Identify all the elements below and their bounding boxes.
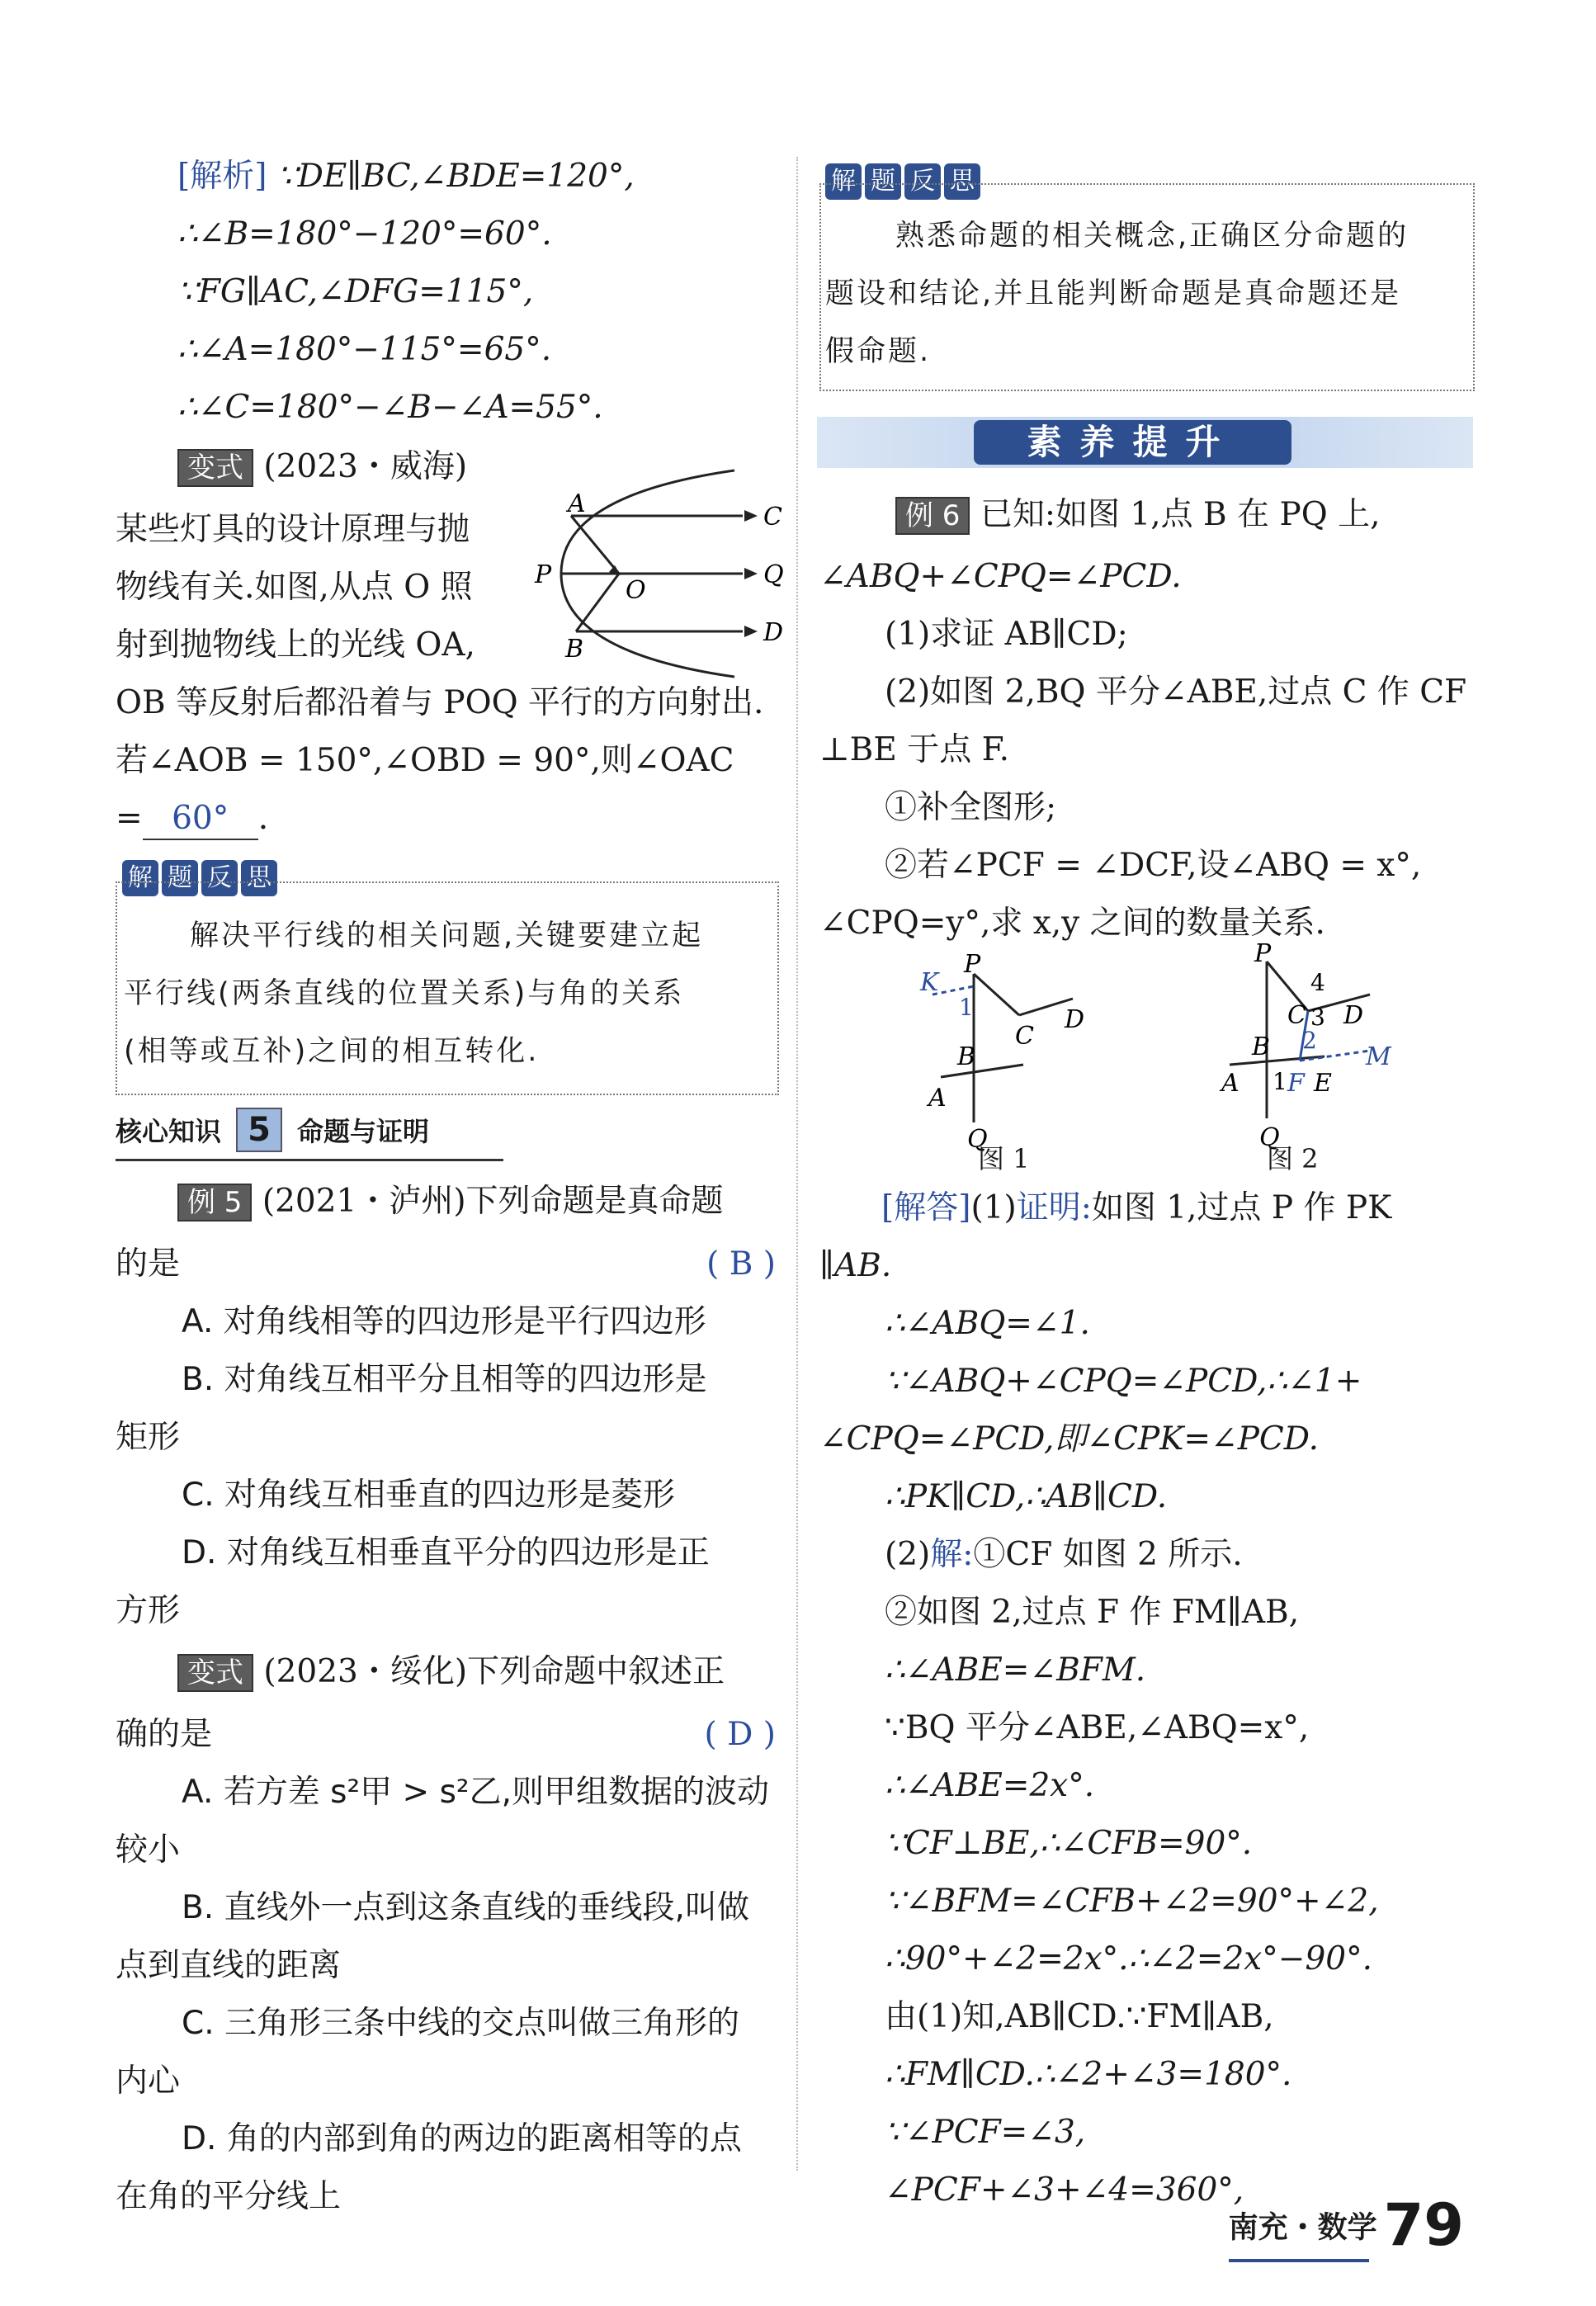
- fig2-label-B: B: [1252, 1033, 1271, 1061]
- proof-label: 证明:: [1016, 1189, 1092, 1226]
- example-6-line-1: [895, 495, 1380, 535]
- analysis-line-4: ∴∠A=180°−115°=65°.: [177, 331, 552, 368]
- analysis-label: [解析]: [177, 158, 267, 195]
- solution-line-8: ②如图 2,过点 F 作 FM∥AB,: [885, 1594, 1300, 1631]
- example-5-option-b: B. 对角线互相平分且相等的四边形是: [182, 1361, 707, 1398]
- solution-line-3: ∴∠ABQ=∠1.: [885, 1305, 1090, 1342]
- example-5-answer: ( B ): [706, 1245, 776, 1283]
- fig1-label-Q: Q: [967, 1125, 988, 1154]
- fig1-label-K: K: [920, 968, 939, 997]
- fig2-label-2: 2: [1302, 1027, 1317, 1054]
- solution-part-1: (1): [970, 1189, 1017, 1226]
- example-5-option-b-cont: 矩形: [116, 1419, 181, 1456]
- reflection-right-1: 熟悉命题的相关概念,正确区分命题的: [895, 220, 1409, 253]
- footer-text: 南充・数学: [1228, 2210, 1377, 2245]
- example-5-option-d: D. 对角线互相垂直平分的四边形是正: [182, 1534, 710, 1571]
- analysis-line-1: [177, 157, 635, 196]
- reflection-left-1: 解决平行线的相关问题,关键要建立起: [190, 919, 704, 952]
- period: .: [257, 800, 269, 837]
- variant-1-text-4: OB 等反射后都沿着与 POQ 平行的方向射出.: [116, 684, 764, 721]
- solution-text-1: 如图 1,过点 P 作 PK: [1091, 1189, 1392, 1226]
- variant-2-option-b-cont: 点到直线的距离: [116, 1947, 342, 1984]
- solution-line-18: ∠PCF+∠3+∠4=360°,: [885, 2171, 1244, 2209]
- example-5-text: 的是: [116, 1245, 181, 1283]
- reflection-char: 反: [201, 860, 238, 896]
- reflection-left-3: (相等或互补)之间的相互转化.: [124, 1035, 540, 1068]
- figure-2: [1205, 939, 1403, 1155]
- example-6-tag: 例 6: [895, 497, 970, 535]
- fig1-label-P: P: [964, 950, 981, 979]
- equals-sign: =: [116, 800, 143, 837]
- variant-2-option-d: D. 角的内部到角的两边的距离相等的点: [182, 2120, 742, 2157]
- example-5-source: (2021・泸州)下列命题是真命题: [262, 1183, 724, 1220]
- solution-line-4: ∵∠ABQ+∠CPQ=∠PCD,∴∠1+: [885, 1363, 1362, 1400]
- fig2-label-E: E: [1314, 1069, 1332, 1098]
- label-Q: Q: [763, 560, 784, 589]
- example-6-line-3: (1)求证 AB∥CD;: [885, 616, 1128, 653]
- variant-1-answer: 60°: [143, 799, 258, 840]
- example-6-line-7: ②若∠PCF = ∠DCF,设∠ABQ = x°,: [885, 847, 1422, 884]
- solution-line-5: ∠CPQ=∠PCD,即∠CPK=∠PCD.: [819, 1420, 1320, 1458]
- variant-2-line-2: [116, 1715, 776, 1755]
- example-5-line-2: [116, 1245, 776, 1284]
- solution-line-1: [881, 1188, 1391, 1228]
- variant-2-option-b: B. 直线外一点到这条直线的垂线段,叫做: [182, 1889, 749, 1926]
- variant-2-option-d-cont: 在角的平分线上: [116, 2178, 342, 2215]
- reflection-char: 思: [241, 860, 277, 896]
- solution-line-12: ∵CF⊥BE,∴∠CFB=90°.: [885, 1825, 1253, 1862]
- label-B: B: [565, 635, 584, 664]
- variant-2-option-a: A. 若方差 s²甲 > s²乙,则甲组数据的波动: [182, 1774, 769, 1811]
- analysis-line-5: ∴∠C=180°−∠B−∠A=55°.: [177, 389, 603, 426]
- reflection-char: 思: [944, 163, 980, 200]
- example-5-option-c: C. 对角线互相垂直的四边形是菱形: [182, 1477, 676, 1514]
- fig1-label-B: B: [957, 1042, 976, 1071]
- jie-label: 解:: [930, 1536, 974, 1573]
- footer-underline: [1229, 2259, 1369, 2262]
- knowledge-rule: [116, 1159, 503, 1161]
- variant-1-header: [177, 447, 467, 487]
- reflection-right-2: 题设和结论,并且能判断命题是真命题还是: [825, 277, 1402, 310]
- reflection-char: 反: [904, 163, 941, 200]
- fig2-label-3: 3: [1310, 1004, 1325, 1031]
- analysis-line-2: ∴∠B=180°−120°=60°.: [177, 215, 552, 253]
- reflection-char: 解: [825, 163, 862, 200]
- example-6-line-5: ⊥BE 于点 F.: [819, 731, 1009, 768]
- variant-1-text-3: 射到抛物线上的光线 OA,: [116, 626, 475, 664]
- solution-line-7: [885, 1535, 1243, 1575]
- fig2-label-A: A: [1221, 1069, 1239, 1098]
- solution-line-17: ∵∠PCF=∠3,: [885, 2114, 1086, 2151]
- variant-2-text: 确的是: [116, 1716, 213, 1753]
- reflection-char: 题: [162, 860, 198, 896]
- variant-2-option-a-cont: 较小: [116, 1831, 181, 1869]
- example-6-line-4: (2)如图 2,BQ 平分∠ABE,过点 C 作 CF: [885, 673, 1467, 711]
- solution-line-15: 由(1)知,AB∥CD.∵FM∥AB,: [885, 1998, 1274, 2035]
- variant-tag: 变式: [177, 449, 253, 487]
- solution-label: [解答]: [881, 1189, 971, 1226]
- example-6-text: 已知:如图 1,点 B 在 PQ 上,: [980, 496, 1381, 533]
- variant-1-text-5: 若∠AOB = 150°,∠OBD = 90°,则∠OAC: [116, 742, 734, 779]
- reflection-char: 解: [122, 860, 158, 896]
- fig2-label-F: F: [1287, 1069, 1305, 1098]
- reflection-right-3: 假命题.: [825, 335, 932, 368]
- page-number: 79: [1383, 2191, 1464, 2259]
- solution-line-16: ∴FM∥CD.∴∠2+∠3=180°.: [885, 2056, 1292, 2093]
- analysis-line-3: ∵FG∥AC,∠DFG=115°,: [177, 273, 534, 310]
- knowledge-label: 核心知识: [116, 1116, 222, 1147]
- variant-1-answer-line: [116, 799, 268, 840]
- knowledge-title: 命题与证明: [297, 1116, 430, 1147]
- section-banner-title: 素养提升: [974, 420, 1291, 465]
- solution-text-7: ①CF 如图 2 所示.: [973, 1536, 1243, 1573]
- fig2-label-P: P: [1254, 939, 1272, 968]
- variant-2-tag: 变式: [177, 1654, 253, 1692]
- solution-line-9: ∴∠ABE=∠BFM.: [885, 1652, 1146, 1689]
- fig2-label-C: C: [1287, 1001, 1306, 1030]
- solution-part-2: (2): [885, 1536, 931, 1573]
- fig2-label-1: 1: [1273, 1068, 1287, 1095]
- knowledge-heading: [116, 1108, 429, 1152]
- fig2-label-M: M: [1366, 1042, 1391, 1071]
- solution-line-10: ∵BQ 平分∠ABE,∠ABQ=x°,: [885, 1709, 1310, 1746]
- reflection-char: 题: [865, 163, 901, 200]
- fig1-label-D: D: [1065, 1005, 1085, 1034]
- fig1-label-1: 1: [959, 994, 974, 1021]
- example-5-tag: 例 5: [177, 1184, 252, 1222]
- example-6-line-2: ∠ABQ+∠CPQ=∠PCD.: [819, 558, 1182, 595]
- example-5-option-a: A. 对角线相等的四边形是平行四边形: [182, 1303, 706, 1340]
- example-5-option-d-cont: 方形: [116, 1592, 181, 1629]
- variant-1-text-2: 物线有关.如图,从点 O 照: [116, 569, 473, 606]
- variant-2-option-c: C. 三角形三条中线的交点叫做三角形的: [182, 2005, 740, 2042]
- variant-2-option-c-cont: 内心: [116, 2063, 181, 2100]
- variant-1-text-1: 某些灯具的设计原理与抛: [116, 511, 470, 548]
- variant-source: (2023・威海): [263, 448, 468, 485]
- solution-line-2: ∥AB.: [819, 1247, 892, 1284]
- parabola-figure: [528, 462, 784, 669]
- column-divider: [796, 157, 798, 2171]
- example-6-line-6: ①补全图形;: [885, 789, 1057, 826]
- example-6-line-8: ∠CPQ=y°,求 x,y 之间的数量关系.: [819, 905, 1325, 942]
- solution-line-13: ∵∠BFM=∠CFB+∠2=90°+∠2,: [885, 1883, 1379, 1920]
- fig2-label-Q: Q: [1259, 1123, 1280, 1152]
- figure-2-caption: 图 2: [1267, 1143, 1319, 1174]
- label-C: C: [763, 503, 782, 532]
- label-D: D: [763, 618, 784, 647]
- variant-2-line-1: [177, 1652, 725, 1692]
- fig2-label-D: D: [1343, 1001, 1364, 1030]
- page-footer: [1229, 2191, 1464, 2259]
- label-O: O: [626, 576, 646, 605]
- analysis-text-1: ∵DE∥BC,∠BDE=120°,: [276, 158, 635, 195]
- label-A: A: [568, 489, 586, 518]
- fig1-label-A: A: [928, 1084, 947, 1113]
- fig2-label-4: 4: [1310, 969, 1325, 996]
- knowledge-number: 5: [236, 1108, 282, 1152]
- example-5-line-1: [177, 1182, 724, 1222]
- figure-1-caption: 图 1: [978, 1143, 1030, 1174]
- solution-line-14: ∴90°+∠2=2x°.∴∠2=2x°−90°.: [885, 1940, 1372, 1978]
- variant-2-answer: ( D ): [704, 1716, 776, 1753]
- solution-line-11: ∴∠ABE=2x°.: [885, 1767, 1095, 1804]
- fig1-label-C: C: [1015, 1022, 1034, 1051]
- solution-line-6: ∴PK∥CD,∴AB∥CD.: [885, 1478, 1168, 1515]
- reflection-left-2: 平行线(两条直线的位置关系)与角的关系: [124, 977, 685, 1010]
- variant-2-source: (2023・绥化)下列命题中叙述正: [263, 1653, 725, 1690]
- section-banner: [817, 417, 1473, 468]
- label-P: P: [535, 560, 552, 589]
